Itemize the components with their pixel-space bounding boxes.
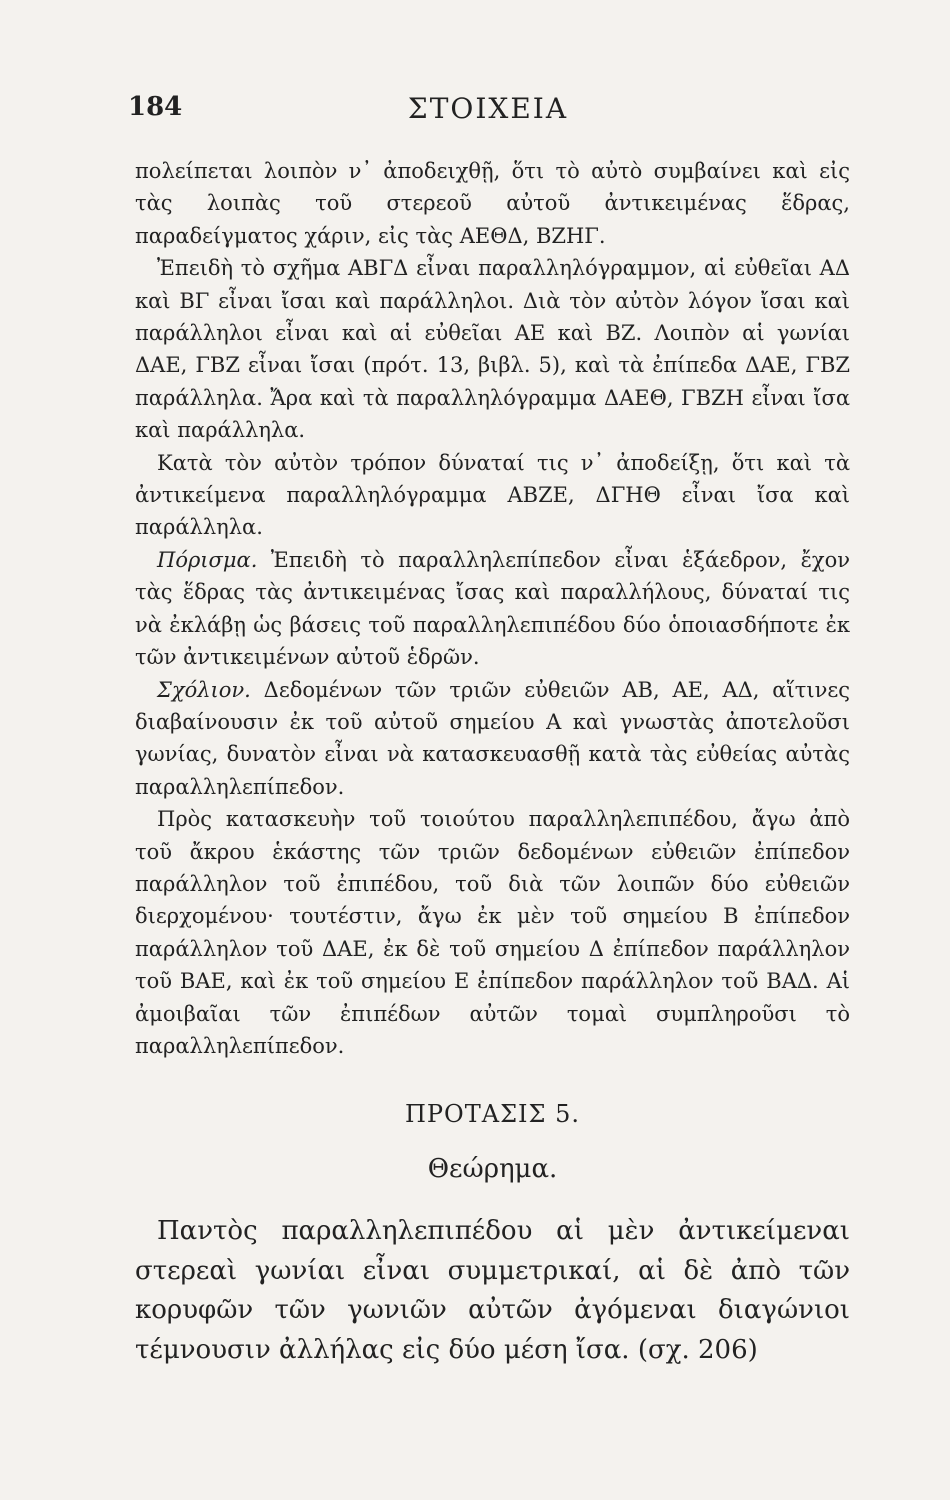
theorem-text: Παντὸς παραλληλεπιπέδου αἱ μὲν ἀντικείμεναι στερεαὶ γωνίαι εἶναι συμμετρικαί, αἱ δὲ ἀπὸ τῶν κορυφῶν τῶν γωνιῶν αὐτῶν ἀγόμεναι διαγώνιοι τέμνουσιν ἀλλήλας εἰς δύο μέση ἴσα. (σχ. 206) xyxy=(135,1216,850,1365)
paragraph: πολείπεται λοιπὸν ν᾽ ἀποδειχθῇ, ὅτι τὸ αὐτὸ συμβαίνει καὶ εἰς τὰς λοιπὰς τοῦ στερεοῦ αὐτοῦ ἀντικειμένας ἕδρας, παραδείγματος χάριν, εἰς τὰς ΑΕΘΔ, ΒΖΗΓ. xyxy=(135,159,850,248)
body-text xyxy=(135,155,850,1370)
page-header xyxy=(128,92,848,132)
section-subheading: Θεώρημα. xyxy=(427,1154,558,1185)
scholion-paragraph xyxy=(135,674,850,804)
construction-paragraph: Πρὸς κατασκευὴν τοῦ τοιούτου παραλληλεπιπέδου, ἄγω ἀπὸ τοῦ ἄκρου ἑκάστης τῶν τριῶν δεδομένων εὐθειῶν ἐπίπεδον παράλληλον τοῦ ἐπιπέδου, τοῦ διὰ τῶν λοιπῶν δύο εὐθειῶν διερχομένου· τουτέστιν, ἄγω ἐκ μὲν τοῦ σημείου Β ἐπίπεδον παράλληλον τοῦ ΔΑΕ, ἐκ δὲ τοῦ σημείου Δ ἐπίπεδον παράλληλον τοῦ ΒΑΕ, καὶ ἐκ τοῦ σημείου Ε ἐπίπεδον παράλληλον τοῦ ΒΑΔ. Αἱ ἀμοιβαῖαι τῶν ἐπιπέδων αὐτῶν τομαὶ συμπληροῦσι τὸ παραλληλεπίπεδον. xyxy=(135,807,850,1058)
paragraph: Κατὰ τὸν αὐτὸν τρόπον δύναταί τις ν᾽ ἀποδείξῃ, ὅτι καὶ τὰ ἀντικείμενα παραλληλόγραμμα ΑΒΖΕ, ΔΓΗΘ εἶναι ἴσα καὶ παράλληλα. xyxy=(135,450,850,540)
porisma-label: Πόρισμα. xyxy=(157,547,258,572)
section-heading: ΠΡΟΤΑΣΙΣ 5. xyxy=(404,1100,581,1129)
theorem-block xyxy=(135,1212,850,1370)
scholion-label: Σχόλιον. xyxy=(157,677,251,702)
page-number: 184 xyxy=(128,92,183,122)
paragraph: Ἐπειδὴ τὸ σχῆμα ΑΒΓΔ εἶναι παραλληλόγραμμον, αἱ εὐθεῖαι ΑΔ καὶ ΒΓ εἶναι ἴσαι καὶ παράλληλοι. Διὰ τὸν αὐτὸν λόγον ἴσαι καὶ παράλληλοι εἶναι καὶ αἱ εὐθεῖαι ΑΕ καὶ ΒΖ. Λοιπὸν αἱ γωνίαι ΔΑΕ, ΓΒΖ εἶναι ἴσαι (πρότ. 13, βιβλ. 5), καὶ τὰ ἐπίπεδα ΔΑΕ, ΓΒΖ παράλληλα. Ἄρα καὶ τὰ παραλληλόγραμμα ΔΑΕΘ, ΓΒΖΗ εἶναι ἴσα καὶ παράλληλα. xyxy=(135,256,850,443)
running-title: ΣΤΟΙΧΕΙΑ xyxy=(407,92,569,125)
porisma-paragraph xyxy=(135,544,850,674)
scholion-text: Δεδομένων τῶν τριῶν εὐθειῶν ΑΒ, ΑΕ, ΑΔ, αἵτινες διαβαίνουσιν ἐκ τοῦ αὐτοῦ σημείου Α καὶ γνωστὰς ἀποτελοῦσι γωνίας, δυνατὸν εἶναι νὰ κατασκευασθῇ κατὰ τὰς εὐθείας αὐτὰς παραλληλεπίπεδον. xyxy=(135,677,850,799)
porisma-text: Ἐπειδὴ τὸ παραλληλεπίπεδον εἶναι ἑξάεδρον, ἔχον τὰς ἕδρας τὰς ἀντικειμένας ἴσας καὶ παραλλήλους, δύναταί τις νὰ ἐκλάβῃ ὡς βάσεις τοῦ παραλληλεπιπέδου δύο ὁποιασδήποτε ἐκ τῶν ἀντικειμένων αὐτοῦ ἑδρῶν. xyxy=(135,547,850,670)
